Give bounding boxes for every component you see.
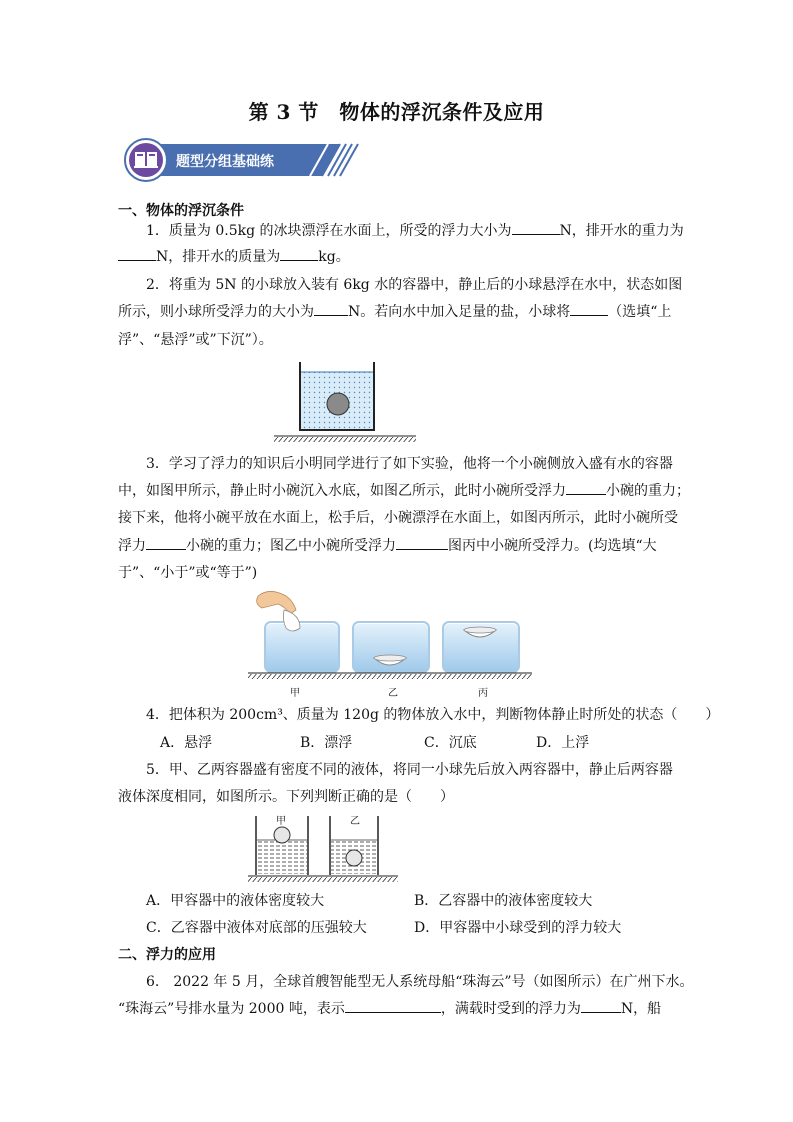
q4-option-a[interactable]: A．悬浮 xyxy=(160,735,213,751)
q2-line3: 浮”、“悬浮”或”下沉”）。 xyxy=(118,332,273,348)
answer-blank[interactable] xyxy=(570,302,608,316)
q2-line2: 所示，则小球所受浮力的大小为 N。若向水中加入足量的盐，小球将 （选填“上 xyxy=(118,304,672,320)
q2-line1: 2．将重为 5N 的小球放入装有 6kg 水的容器中，静止后的小球悬浮在水中，状态如图 xyxy=(146,277,683,293)
q5-line1: 5．甲、乙两容器盛有密度不同的液体，将同一小球先后放入两容器中，静止后两容器 xyxy=(146,762,673,778)
q3-line5: 于”、“小于”或“等于”) xyxy=(118,565,258,581)
q3-line4: 浮力 小碗的重力；图乙中小碗所受浮力 图丙中小碗所受浮力。(均选填“大 xyxy=(118,538,657,554)
q6-line1: 6. 2022 年 5 月，全球首艘智能型无人系统母船“珠海云”号（如图所示）在广州下水。 xyxy=(146,974,694,990)
q3-line2: 中，如图甲所示，静止时小碗沉入水底，如图乙所示，此时小碗所受浮力 小碗的重力； xyxy=(118,483,690,499)
answer-blank[interactable] xyxy=(118,247,156,261)
container-bing xyxy=(443,622,519,672)
q4-stem: 4．把体积为 200cm³、质量为 120g 的物体放入水中，判断物体静止时所处的状态（ ） xyxy=(146,707,720,723)
answer-blank[interactable] xyxy=(566,481,606,495)
figure-label-yi: 乙 xyxy=(388,688,398,699)
container-jia xyxy=(265,622,339,672)
container-yi xyxy=(353,622,429,672)
q5-option-b[interactable]: B．乙容器中的液体密度较大 xyxy=(414,893,593,909)
q3-containers-figure xyxy=(248,588,538,680)
answer-blank[interactable] xyxy=(280,247,318,261)
q5-line2: 液体深度相同，如图所示。下列判断正确的是（ ） xyxy=(118,789,454,805)
answer-blank[interactable] xyxy=(581,999,621,1013)
answer-blank[interactable] xyxy=(146,536,186,550)
answer-blank[interactable] xyxy=(314,302,348,316)
q4-option-b[interactable]: B．漂浮 xyxy=(300,735,353,751)
q5-option-a[interactable]: A．甲容器中的液体密度较大 xyxy=(146,893,325,909)
answer-blank[interactable] xyxy=(345,999,441,1013)
q2-beaker-figure xyxy=(272,360,418,442)
q4-option-c[interactable]: C．沉底 xyxy=(424,735,477,751)
q3-line3: 接下来，他将小碗平放在水面上，松手后，小碗漂浮在水面上，如图丙所示，此时小碗所受 xyxy=(118,510,678,526)
q1-line1: 1．质量为 0.5kg 的冰块漂浮在水面上，所受的浮力大小为 N，排开水的重力为 xyxy=(146,223,684,239)
section-heading-2: 二、浮力的应用 xyxy=(118,947,216,963)
banner-label: 题型分组基础练 xyxy=(176,154,274,170)
answer-blank[interactable] xyxy=(512,221,560,235)
q5-containers-figure xyxy=(246,812,402,884)
q5-option-d[interactable]: D．甲容器中小球受到的浮力较大 xyxy=(414,920,622,936)
figure-label-yi: 乙 xyxy=(350,816,360,827)
q1-line2: N，排开水的质量为 kg。 xyxy=(118,247,678,267)
q6-line2: “珠海云”号排水量为 2000 吨，表示 ，满载时受到的浮力为 N，船 xyxy=(118,1001,662,1017)
q5-option-c[interactable]: C．乙容器中液体对底部的压强较大 xyxy=(146,920,367,936)
section-heading-1: 一、物体的浮沉条件 xyxy=(118,203,244,219)
figure-label-bing: 丙 xyxy=(478,688,488,699)
figure-label-jia: 甲 xyxy=(290,688,300,699)
figure-label-jia: 甲 xyxy=(276,816,286,827)
answer-blank[interactable] xyxy=(396,536,448,550)
q3-line1: 3．学习了浮力的知识后小明同学进行了如下实验，他将一个小碗侧放入盛有水的容器 xyxy=(146,456,673,472)
q4-option-d[interactable]: D．上浮 xyxy=(536,735,590,751)
page-title: 第 3 节 物体的浮沉条件及应用 xyxy=(248,100,545,124)
